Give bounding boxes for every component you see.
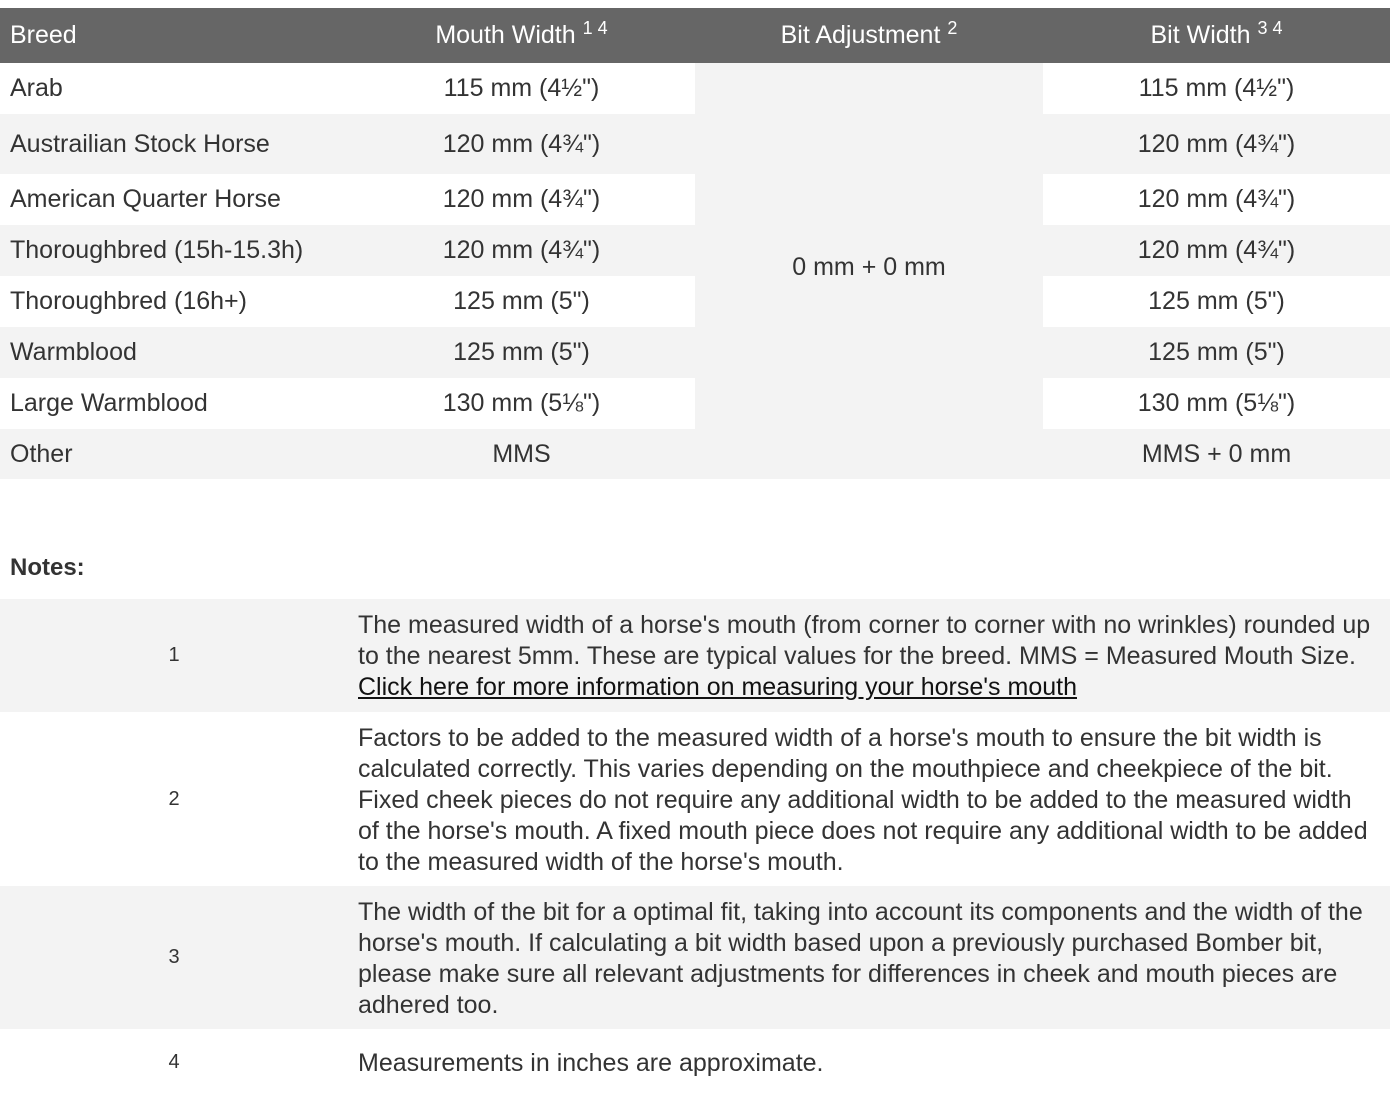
note-row [0, 599, 1390, 712]
bit-width-cell: 125 mm (5") [1043, 276, 1390, 327]
header-bit-adjustment: Bit Adjustment $^2$ [695, 8, 1043, 63]
note-number: 1 [0, 599, 348, 712]
header-breed: Breed [0, 8, 348, 63]
bit-width-cell: MMS + 0 mm [1043, 429, 1390, 479]
breed-cell: Warmblood [0, 327, 348, 378]
bit-width-cell: 120 mm (4¾") [1043, 174, 1390, 225]
mouth-width-cell: MMS [348, 429, 695, 479]
bit-size-table [0, 8, 1390, 479]
mouth-width-cell: 125 mm (5") [348, 327, 695, 378]
breed-cell: Arab [0, 63, 348, 114]
notes-table [0, 599, 1390, 1095]
bit-width-cell: 120 mm (4¾") [1043, 114, 1390, 174]
note-number: 3 [0, 886, 348, 1029]
note-text: Factors to be added to the measured width of a horse's mouth to ensure the bit width is calculated correctly. This varies depending on the mouthpiece and cheekpiece of the bit. Fixed cheek pieces do not require any additional width to be added to the measured width of the horse's mouth. A fixed mouth piece does not require any additional width to be added to the measured width of the horse's mouth. [348, 712, 1390, 886]
breed-cell: American Quarter Horse [0, 174, 348, 225]
footnote-ref: 2 [947, 18, 958, 38]
note-text: The width of the bit for a optimal fit, taking into account its components and the width of the horse's mouth. If calculating a bit width based upon a previously purchased Bomber bit, please make sure all relevant adjustments for differences in cheek and mouth pieces are adhered too. [348, 886, 1390, 1029]
bit-adjustment-cell: 0 mm + 0 mm [695, 63, 1043, 479]
mouth-width-cell: 120 mm (4¾") [348, 174, 695, 225]
note-row [0, 886, 1390, 1029]
breed-cell: Large Warmblood [0, 378, 348, 429]
measuring-mouth-link[interactable]: Click here for more information on measuring your horse's mouth [358, 673, 1077, 701]
bit-width-cell: 125 mm (5") [1043, 327, 1390, 378]
note-number: 2 [0, 712, 348, 886]
note-text: The measured width of a horse's mouth (from corner to corner with no wrinkles) rounded up to the nearest 5mm. These are typical values for the breed. MMS = Measured Mouth Size. Click here for more information on measuring your horse's mouth [348, 599, 1390, 712]
notes-heading: Notes: [10, 554, 85, 581]
breed-cell: Other [0, 429, 348, 479]
note-number: 4 [0, 1029, 348, 1095]
breed-cell: Thoroughbred (16h+) [0, 276, 348, 327]
mouth-width-cell: 125 mm (5") [348, 276, 695, 327]
note-row [0, 712, 1390, 886]
mouth-width-cell: 120 mm (4¾") [348, 114, 695, 174]
bit-width-cell: 120 mm (4¾") [1043, 225, 1390, 276]
header-mouth-width: Mouth Width $^{1 4}$ [348, 8, 695, 63]
footnote-ref: 1 4 [582, 18, 608, 38]
header-bit-width: Bit Width $^{3 4}$ [1043, 8, 1390, 63]
bit-width-cell: 130 mm (5⅛") [1043, 378, 1390, 429]
mouth-width-cell: 120 mm (4¾") [348, 225, 695, 276]
footnote-ref: 3 4 [1257, 18, 1283, 38]
table-header-row [0, 8, 1390, 63]
note-row [0, 1029, 1390, 1095]
mouth-width-cell: 115 mm (4½") [348, 63, 695, 114]
mouth-width-cell: 130 mm (5⅛") [348, 378, 695, 429]
breed-cell: Austrailian Stock Horse [0, 114, 348, 174]
table-row [0, 63, 1390, 114]
note-text: Measurements in inches are approximate. [348, 1029, 1390, 1095]
breed-cell: Thoroughbred (15h-15.3h) [0, 225, 348, 276]
bit-width-cell: 115 mm (4½") [1043, 63, 1390, 114]
